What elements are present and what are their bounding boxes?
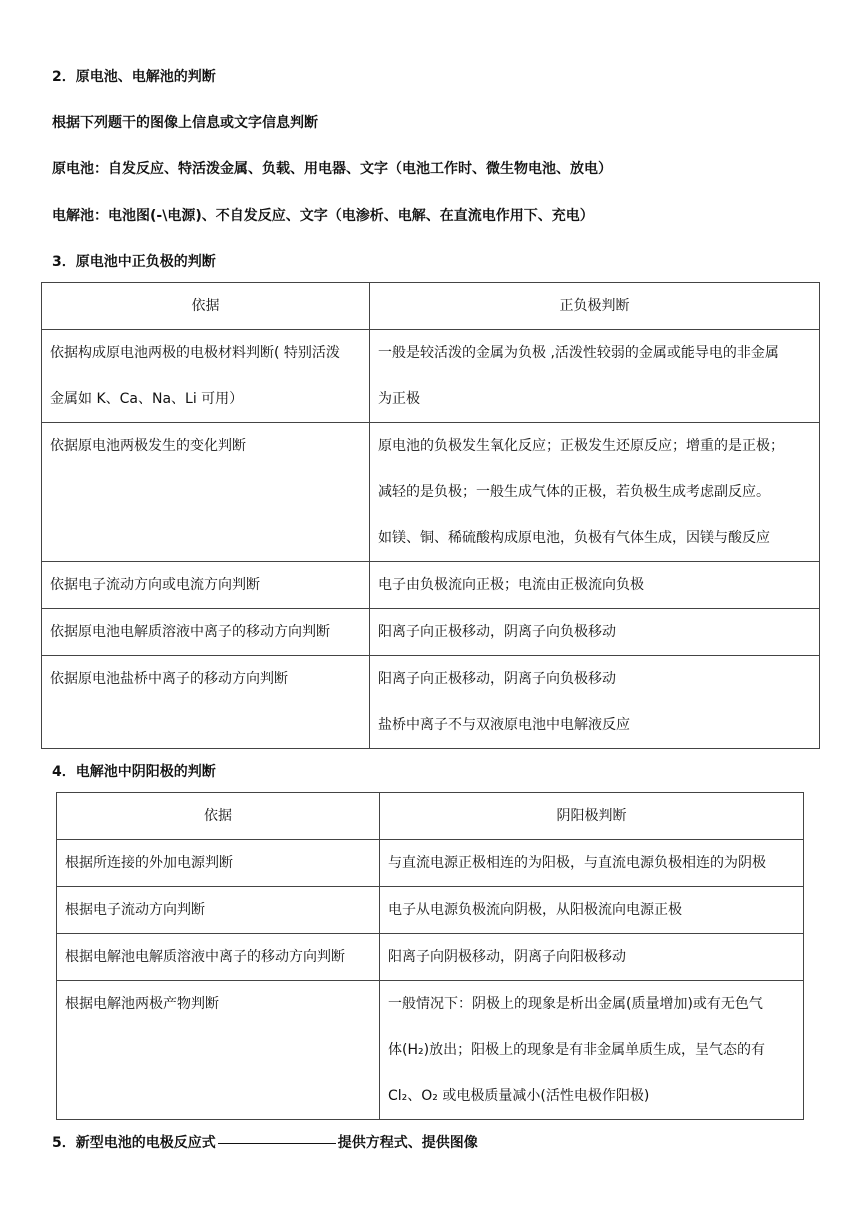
table-row xyxy=(57,981,804,1120)
table-header-row xyxy=(57,793,804,840)
cell-text: 根据所连接的外加电源判断 xyxy=(65,855,233,871)
cell-text: 根据电解池电解质溶液中离子的移动方向判断 xyxy=(65,949,345,965)
section-2-line-3: 电解池：电池图(-\电源)、不自发反应、文字（电渗析、电解、在直流电作用下、充电） xyxy=(52,208,594,224)
header-judgement: 正负极判断 xyxy=(370,283,820,330)
cell-text: Cl₂、O₂ 或电极质量减小(活性电极作阳极) xyxy=(388,1088,650,1104)
cell-text: 阳离子向正极移动，阴离子向负极移动 xyxy=(378,671,616,687)
cell-text: 依据电子流动方向或电流方向判断 xyxy=(50,577,260,593)
result-cell xyxy=(370,423,820,562)
electrolysis-electrode-table xyxy=(56,792,804,1120)
cell-text: 电子由负极流向正极；电流由正极流向负极 xyxy=(378,577,644,593)
section-5-title-left: 5．新型电池的电极反应式 xyxy=(52,1135,216,1151)
section-5-title xyxy=(52,1132,478,1152)
cell-text: 原电池的负极发生氧化反应；正极发生还原反应；增重的是正极； xyxy=(378,438,784,454)
result-cell xyxy=(370,562,820,609)
table-row xyxy=(42,330,820,423)
basis-cell xyxy=(42,330,370,423)
result-cell xyxy=(370,330,820,423)
cell-text: 根据电解池两极产物判断 xyxy=(65,996,219,1012)
cell-text: 如镁、铜、稀硫酸构成原电池，负极有气体生成，因镁与酸反应 xyxy=(378,530,770,546)
result-cell xyxy=(370,656,820,749)
header-judgement: 阴阳极判断 xyxy=(380,793,804,840)
cell-text: 依据原电池两极发生的变化判断 xyxy=(50,438,246,454)
cell-text: 依据原电池电解质溶液中离子的移动方向判断 xyxy=(50,624,330,640)
basis-cell xyxy=(42,562,370,609)
result-cell xyxy=(380,887,804,934)
basis-cell xyxy=(42,656,370,749)
table-row xyxy=(42,656,820,749)
section-5-title-right: 提供方程式、提供图像 xyxy=(337,1135,478,1151)
section-2-title: 2．原电池、电解池的判断 xyxy=(52,69,216,85)
basis-cell xyxy=(57,840,380,887)
cell-text: 与直流电源正极相连的为阳极，与直流电源负极相连的为阴极 xyxy=(388,855,766,871)
result-cell xyxy=(380,840,804,887)
table-row xyxy=(42,423,820,562)
table-row xyxy=(42,562,820,609)
cell-text: 体(H₂)放出；阳极上的现象是有非金属单质生成，呈气态的有 xyxy=(388,1042,766,1058)
section-4-title: 4．电解池中阴阳极的判断 xyxy=(52,764,216,780)
cell-text: 阳离子向阴极移动，阴离子向阳极移动 xyxy=(388,949,626,965)
table-row xyxy=(57,887,804,934)
cell-text: 电子从电源负极流向阴极，从阳极流向电源正极 xyxy=(388,902,682,918)
result-cell xyxy=(380,934,804,981)
table-header-row xyxy=(42,283,820,330)
cell-text: 依据原电池盐桥中离子的移动方向判断 xyxy=(50,671,288,687)
cell-text: 根据电子流动方向判断 xyxy=(65,902,205,918)
cell-text: 减轻的是负极；一般生成气体的正极，若负极生成考虑副反应。 xyxy=(378,484,770,500)
table-row xyxy=(42,609,820,656)
table-row xyxy=(57,934,804,981)
header-basis: 依据 xyxy=(42,283,370,330)
cell-text: 一般情况下：阴极上的现象是析出金属(质量增加)或有无色气 xyxy=(388,996,763,1012)
cell-text: 一般是较活泼的金属为负极 ,活泼性较弱的金属或能导电的非金属 xyxy=(378,345,779,361)
cell-text: 盐桥中离子不与双液原电池中电解液反应 xyxy=(378,717,630,733)
dash-line xyxy=(218,1143,336,1144)
basis-cell xyxy=(42,423,370,562)
basis-cell xyxy=(57,934,380,981)
header-basis: 依据 xyxy=(57,793,380,840)
basis-cell xyxy=(42,609,370,656)
result-cell xyxy=(380,981,804,1120)
cell-text: 金属如 K、Ca、Na、Li 可用） xyxy=(50,391,244,407)
cathode-anode-table xyxy=(41,282,820,749)
section-3-title: 3．原电池中正负极的判断 xyxy=(52,254,216,270)
basis-cell xyxy=(57,887,380,934)
cell-text: 依据构成原电池两极的电极材料判断( 特别活泼 xyxy=(50,345,340,361)
cell-text: 为正极 xyxy=(378,391,420,407)
table-row xyxy=(57,840,804,887)
basis-cell xyxy=(57,981,380,1120)
cell-text: 阳离子向正极移动，阴离子向负极移动 xyxy=(378,624,616,640)
result-cell xyxy=(370,609,820,656)
section-2-line-1: 根据下列题干的图像上信息或文字信息判断 xyxy=(52,115,318,131)
section-2-line-2: 原电池：自发反应、特活泼金属、负载、用电器、文字（电池工作时、微生物电池、放电） xyxy=(52,161,612,177)
